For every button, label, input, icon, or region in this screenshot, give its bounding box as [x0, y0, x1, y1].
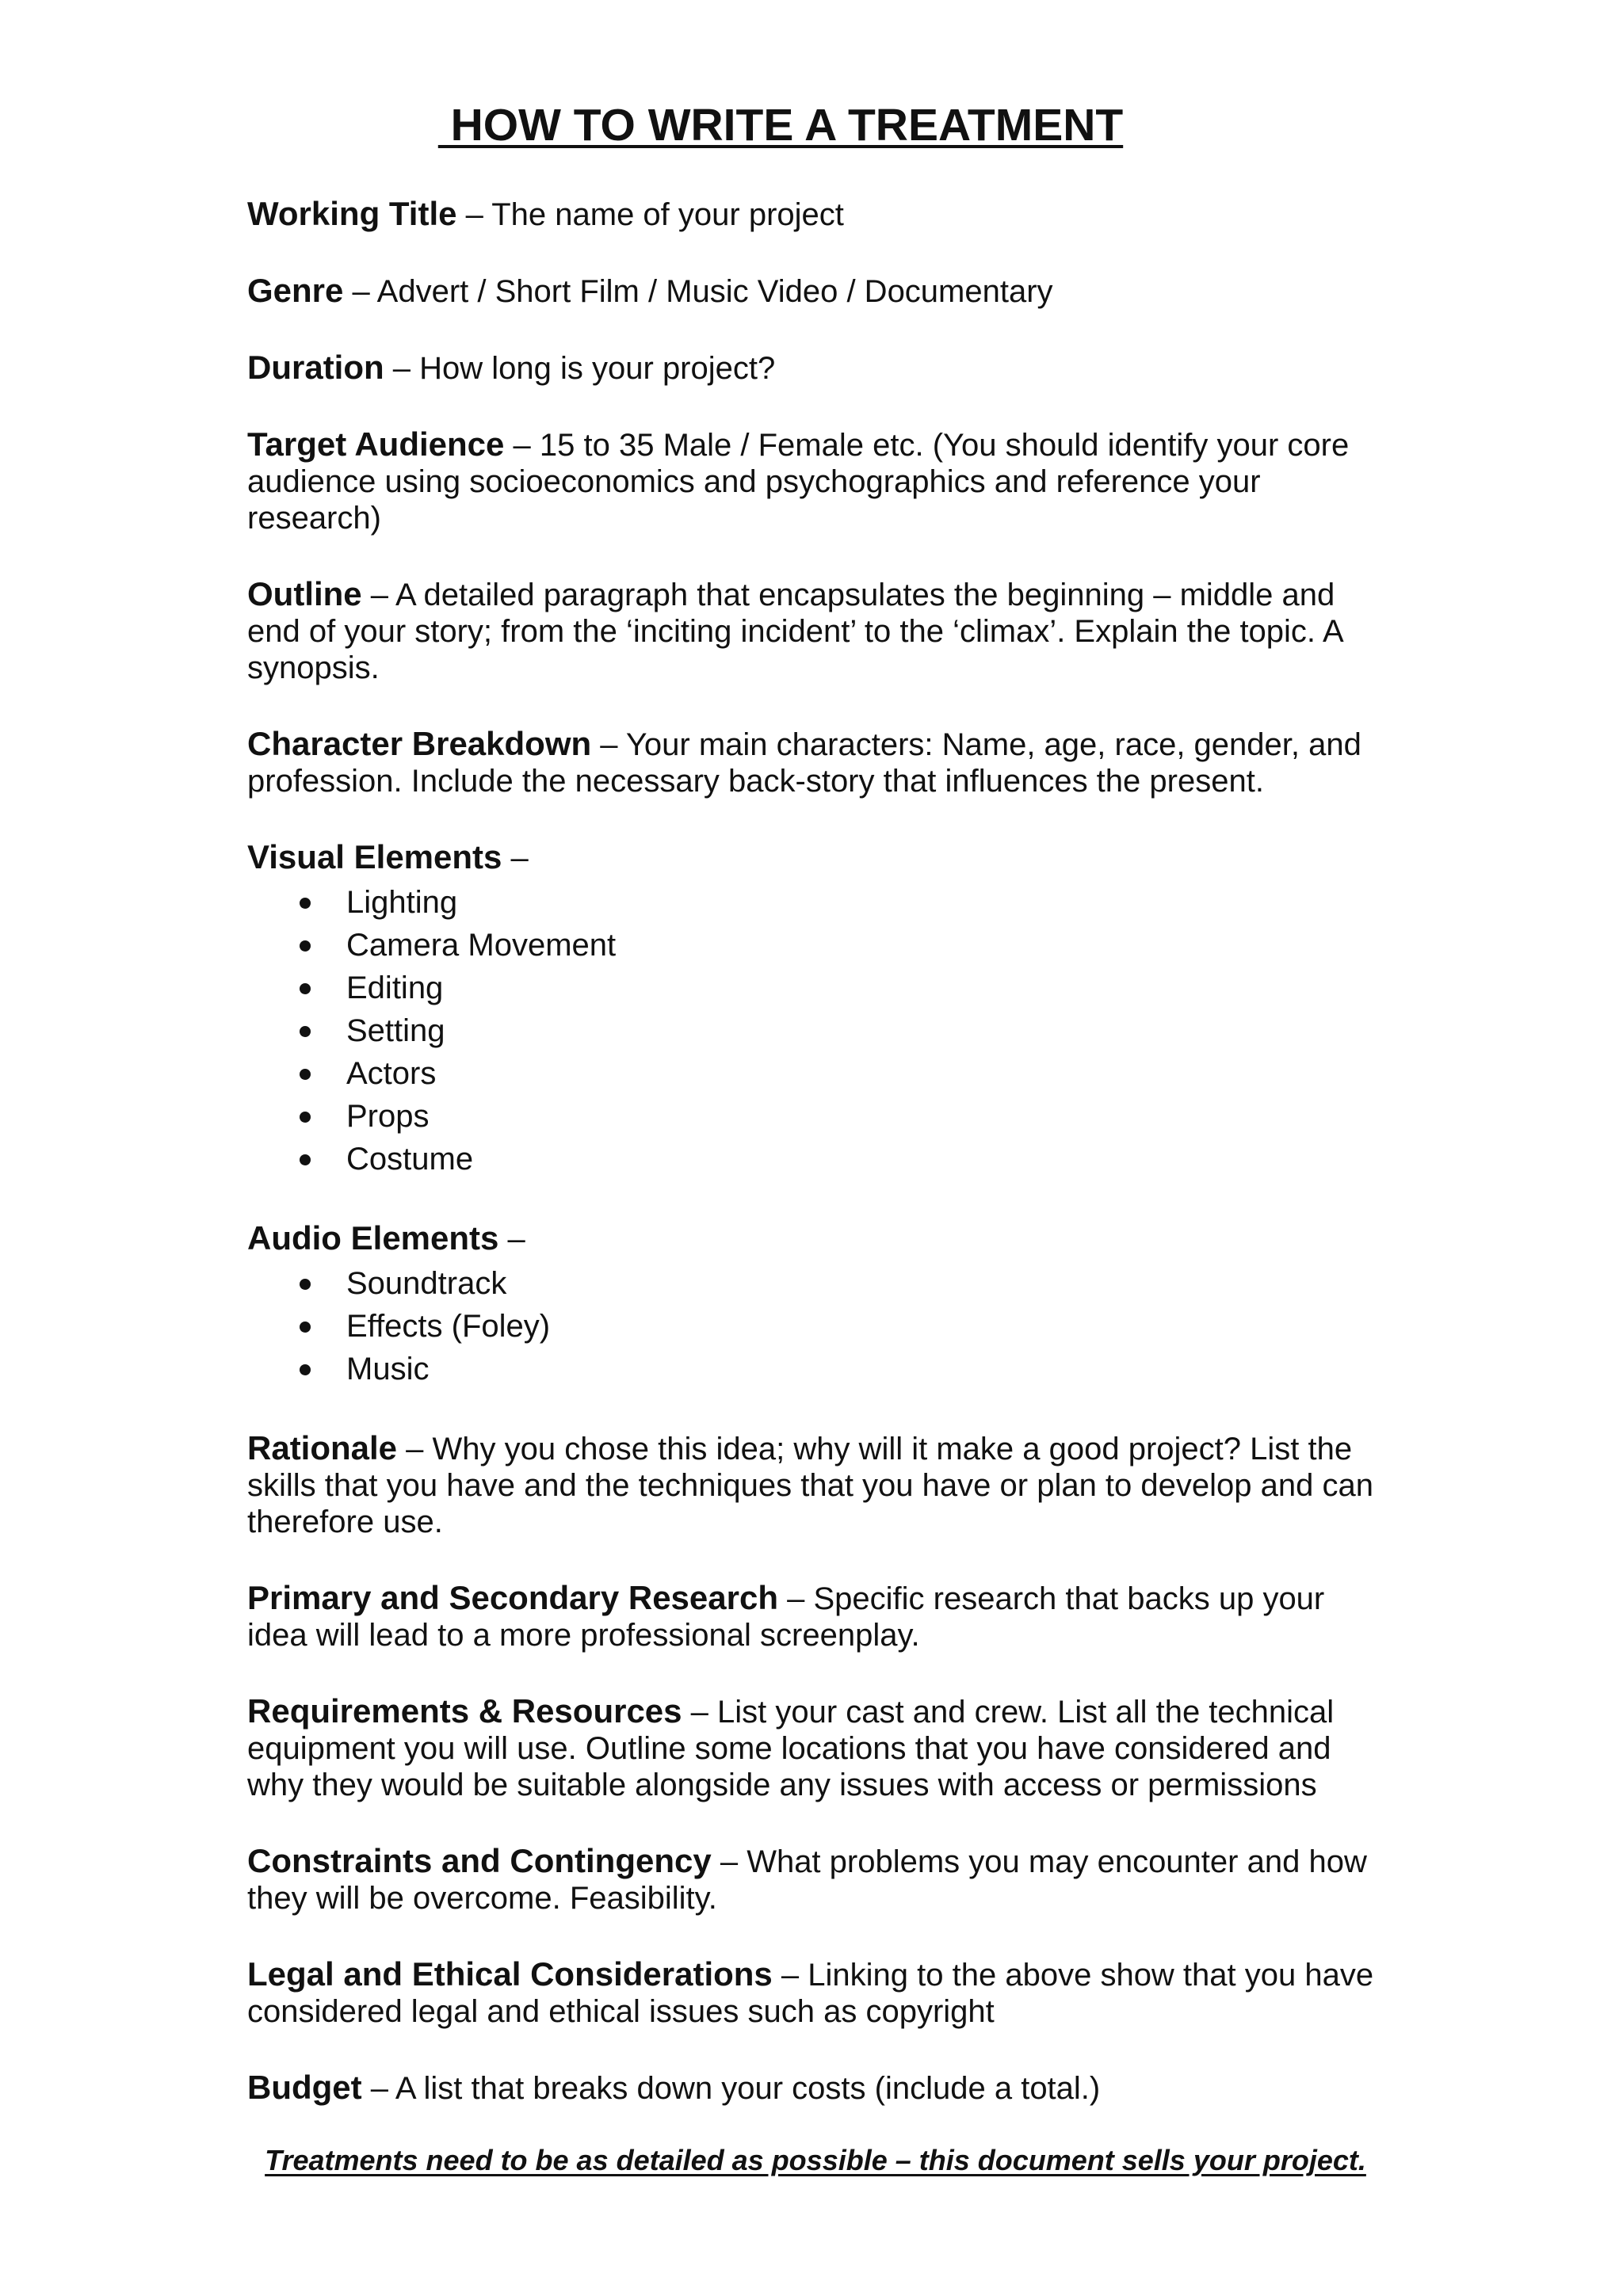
section-constraints-contingency	[247, 1843, 1388, 1917]
section-text: The name of your project	[491, 197, 844, 232]
section-character-breakdown	[247, 726, 1388, 799]
bullet-icon	[300, 1154, 311, 1165]
section-separator: –	[711, 1844, 747, 1879]
bullet-icon	[300, 940, 311, 952]
section-text: Specific research that backs up your idea will lead to a more professional screenplay.	[247, 1581, 1325, 1653]
list-item-label: Actors	[346, 1056, 437, 1091]
list-item-label: Effects (Foley)	[346, 1309, 551, 1344]
section-genre	[247, 273, 1388, 310]
section-requirements-resources	[247, 1693, 1388, 1803]
section-duration	[247, 349, 1388, 387]
section-heading: Audio Elements	[247, 1219, 499, 1257]
list-item-label: Setting	[346, 1013, 445, 1048]
section-heading: Target Audience	[247, 425, 505, 463]
bullet-icon	[300, 1112, 311, 1123]
bullet-icon	[300, 1322, 311, 1333]
section-separator: –	[682, 1695, 718, 1730]
section-separator: –	[778, 1581, 814, 1616]
list-item	[247, 1052, 1388, 1095]
section-heading: Rationale	[247, 1429, 398, 1466]
section-audio-elements	[247, 1220, 1388, 1390]
list-item	[247, 1305, 1388, 1348]
section-heading: Budget	[247, 2069, 362, 2106]
section-text: Why you chose this idea; why will it make a good project? List the skills that you have and the techniques that you have or plan to develop and can therefore use.	[247, 1432, 1373, 1539]
bullet-icon	[300, 1279, 311, 1290]
section-legal-ethical	[247, 1956, 1388, 2030]
list-item-label: Editing	[346, 971, 444, 1005]
section-separator: –	[772, 1958, 808, 1993]
section-separator: –	[397, 1432, 433, 1466]
section-heading: Genre	[247, 272, 344, 309]
section-heading: Constraints and Contingency	[247, 1842, 712, 1879]
section-separator: –	[502, 841, 529, 875]
list-item	[247, 924, 1388, 967]
section-separator: –	[498, 1222, 525, 1257]
section-text: A detailed paragraph that encapsulates the beginning – middle and end of your story; from the ‘inciting incident’ to the ‘climax’. Explain the topic. A synopsis.	[247, 578, 1342, 685]
list-item	[247, 1095, 1388, 1138]
list-item-label: Music	[346, 1352, 430, 1386]
section-text: Advert / Short Film / Music Video / Documentary	[376, 274, 1053, 309]
bullet-icon	[300, 1364, 311, 1375]
section-text: List your cast and crew. List all the technical equipment you will use. Outline some locations that you have considered and why they would be suitable alongside any issues with access or permissions	[247, 1695, 1335, 1802]
document-body	[247, 196, 1388, 2146]
list-item-label: Props	[346, 1099, 430, 1134]
list-item	[247, 881, 1388, 924]
section-heading: Outline	[247, 575, 362, 612]
list-item	[247, 967, 1388, 1009]
list-item	[247, 1262, 1388, 1305]
section-target-audience	[247, 426, 1388, 536]
section-separator: –	[343, 274, 377, 309]
section-heading: Working Title	[247, 195, 457, 232]
section-rationale	[247, 1430, 1388, 1540]
section-heading: Duration	[247, 349, 384, 386]
section-heading: Requirements & Resources	[247, 1692, 682, 1730]
section-text: A list that breaks down your costs (include a total.)	[395, 2071, 1101, 2106]
section-separator: –	[384, 351, 420, 386]
visual-elements-list	[247, 881, 1388, 1180]
list-item-label: Soundtrack	[346, 1266, 507, 1301]
bullet-icon	[300, 1069, 311, 1080]
section-working-title	[247, 196, 1388, 233]
section-text: 15 to 35 Male / Female etc. (You should identify your core audience using socioeconomics and psychographics and reference your research)	[247, 428, 1350, 536]
section-text: Linking to the above show that you have considered legal and ethical issues such as copyright	[247, 1958, 1374, 2029]
section-outline	[247, 576, 1388, 686]
section-heading: Legal and Ethical Considerations	[247, 1955, 773, 1993]
list-item-label: Camera Movement	[346, 928, 617, 963]
section-heading: Visual Elements	[247, 838, 502, 875]
section-separator: –	[591, 727, 626, 762]
page-title: HOW TO WRITE A TREATMENT	[437, 100, 1124, 151]
section-separator: –	[456, 197, 492, 232]
section-heading: Character Breakdown	[247, 725, 592, 762]
footer-note: Treatments need to be as detailed as possible – this document sells your project.	[265, 2144, 1366, 2176]
bullet-icon	[300, 898, 311, 909]
section-text: How long is your project?	[419, 351, 776, 386]
section-separator: –	[361, 578, 395, 612]
list-item-label: Costume	[346, 1142, 474, 1177]
list-item	[247, 1348, 1388, 1390]
section-text: Your main characters: Name, age, race, gender, and profession. Include the necessary back-story that influences the present.	[247, 727, 1361, 799]
list-item-label: Lighting	[346, 885, 458, 920]
section-text: What problems you may encounter and how they will be overcome. Feasibility.	[247, 1844, 1367, 1916]
section-separator: –	[361, 2071, 395, 2106]
bullet-icon	[300, 983, 311, 994]
section-research	[247, 1580, 1388, 1653]
list-item	[247, 1009, 1388, 1052]
section-visual-elements	[247, 839, 1388, 1180]
section-budget	[247, 2069, 1388, 2107]
audio-elements-list	[247, 1262, 1388, 1390]
section-separator: –	[504, 428, 540, 463]
bullet-icon	[300, 1026, 311, 1037]
section-heading: Primary and Secondary Research	[247, 1579, 778, 1616]
list-item	[247, 1138, 1388, 1180]
